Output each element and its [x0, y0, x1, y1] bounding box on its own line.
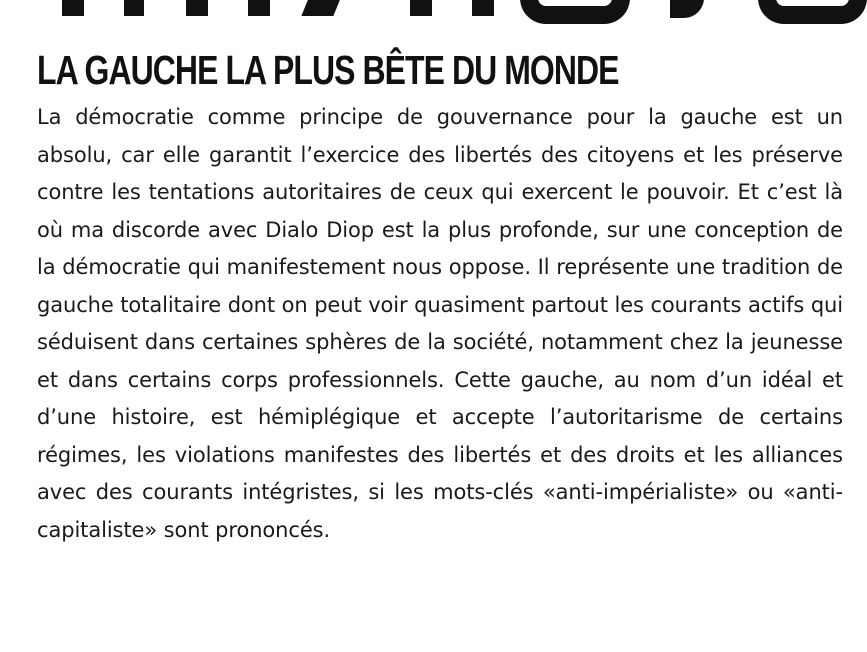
cropped-title-fragments — [0, 0, 867, 30]
title-glyph-fragment — [520, 0, 630, 24]
title-glyph-fragment — [186, 0, 208, 16]
title-glyph-fragment — [248, 0, 270, 16]
article-body-paragraph: La démocratie comme principe de gouvernance pour la gauche est un absolu, car elle garantit l’exercice des libertés des citoyens et les préserve contre les tentations autoritaires de ceux qui exercent le pouvoir. Et c’est là où ma discorde avec Dialo Diop est la plus profonde, sur une conception de la démocratie qui manifestement nous oppose. Il représente une tradition de gauche totalitaire dont on peut voir quasiment partout les courants actifs qui séduisent dans certaines sphères de la société, notamment chez la jeunesse et dans certains corps professionnels. Cette gauche, au nom d’un idéal et d’une histoire, est hémiplégique et accepte l’autoritarisme de certains régimes, les violations manifestes des libertés et des droits et les alliances avec des courants intégristes, si les mots-clés «anti-impérialiste» ou «anti-capitaliste» sont prononcés. — [37, 105, 843, 542]
title-glyph-fragment — [124, 0, 144, 16]
title-glyph-fragment — [301, 0, 340, 16]
title-glyph-fragment — [670, 0, 704, 18]
article — [37, 46, 843, 549]
title-glyph-fragment — [758, 0, 867, 24]
title-glyph-fragment — [410, 0, 432, 16]
title-glyph-fragment — [62, 0, 84, 16]
title-glyph-fragment — [472, 0, 494, 16]
article-headline: LA GAUCHE LA PLUS BÊTE DU MONDE — [37, 47, 619, 93]
